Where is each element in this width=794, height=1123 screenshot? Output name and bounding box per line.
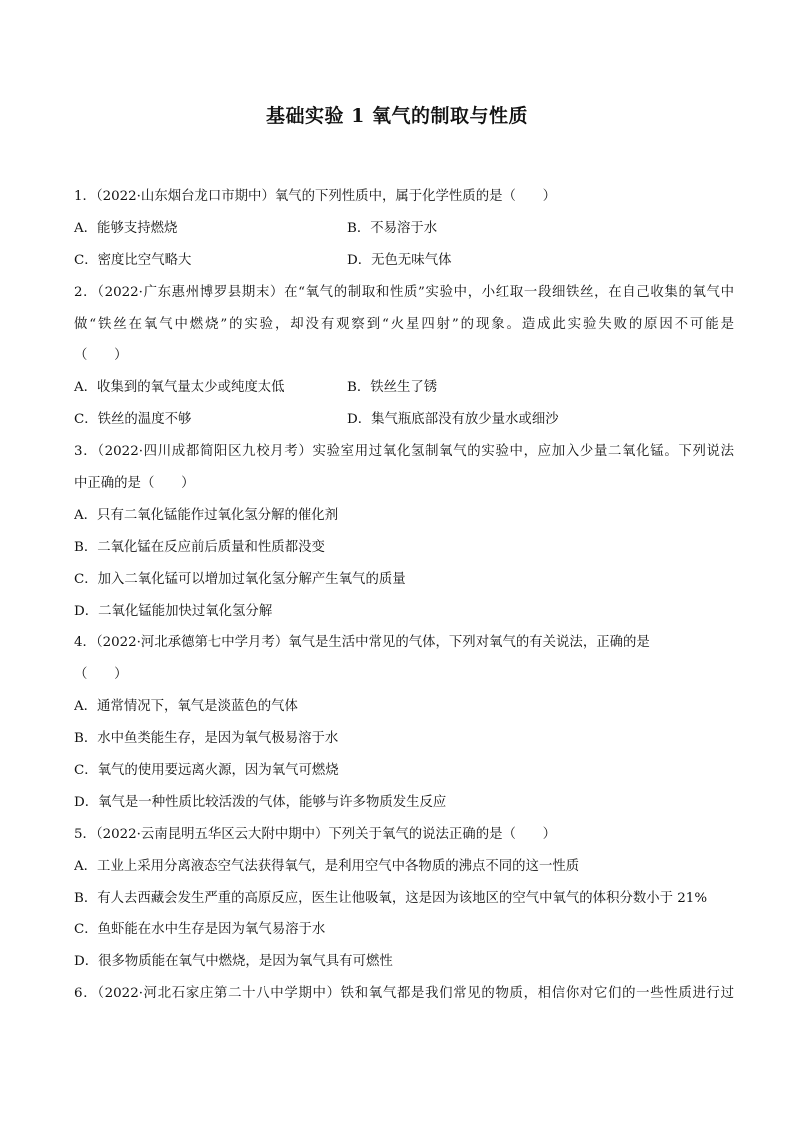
question-2-option-b: B．铁丝生了锈 [347,380,438,396]
question-1-option-b: B．不易溶于水 [347,220,438,236]
question-5-stem: 5．（2022·云南昆明五华区云大附中期中）下列关于氧气的说法正确的是（ ） [74,826,557,842]
question-3-option-d: D．二氧化锰能加快过氧化氢分解 [74,603,273,619]
question-5-option-c: C．鱼虾能在水中生存是因为氧气易溶于水 [74,922,326,938]
question-list [74,181,734,1010]
question-3-option-c: C．加入二氧化锰可以增加过氧化氢分解产生氧气的质量 [74,571,406,587]
question-4-option-c: C．氧气的使用要远离火源，因为氧气可燃烧 [74,763,339,779]
question-2-stem-line: 2．（2022·广东惠州博罗县期末）在“氧气的制取和性质”实验中，小红取一段细铁丝，在自己收集的氧气中 [74,284,734,300]
question-1-options-row [74,213,734,245]
question-3-option-b: B．二氧化锰在反应前后质量和性质都没变 [74,539,325,555]
question-1-option-c: C．密度比空气略大 [74,252,192,268]
question-3-stem-line: 中正确的是（ ） [74,476,195,492]
question-1-options-row [74,245,734,277]
question-4-option-b: B．水中鱼类能生存，是因为氧气极易溶于水 [74,731,339,747]
page-title: 基础实验 1 氧气的制取与性质 [266,105,528,127]
question-1-option-a: A．能够支持燃烧 [74,220,178,236]
question-2-option-c: C．铁丝的温度不够 [74,412,192,428]
question-2-stem-line: （ ） [74,348,128,364]
question-2-options-row [74,404,734,436]
question-6-stem-line: 6．（2022·河北石家庄第二十八中学期中）铁和氧气都是我们常见的物质，相信你对它们的一些性质进行过 [74,986,734,1002]
question-1-stem: 1．（2022·山东烟台龙口市期中）氧气的下列性质中，属于化学性质的是（ ） [74,189,557,204]
question-4-option-d: D．氧气是一种性质比较活泼的气体，能够与许多物质发生反应 [74,794,447,810]
question-3-option-a: A．只有二氧化锰能作过氧化氢分解的催化剂 [74,507,339,523]
question-4-stem-line: （ ） [74,667,128,683]
question-5-option-a: A．工业上采用分离液态空气法获得氧气，是利用空气中各物质的沸点不同的这一性质 [74,858,580,874]
question-2-options-row [74,372,734,404]
question-4-stem-line: 4．（2022·河北承德第七中学月考）氧气是生活中常见的气体，下列对氧气的有关说法，正确的是 [74,635,650,651]
question-5-option-b: B．有人去西藏会发生严重的高原反应，医生让他吸氧，这是因为该地区的空气中氧气的体积分数小于 21% [74,890,708,906]
question-3-stem-line: 3．（2022·四川成都简阳区九校月考）实验室用过氧化氢制氧气的实验中，应加入少量二氧化锰。下列说法 [74,444,734,460]
question-5-option-d: D．很多物质能在氧气中燃烧，是因为氧气具有可燃性 [74,954,393,970]
question-2-stem-line: 做“铁丝在氧气中燃烧”的实验，却没有观察到“火星四射”的现象。造成此实验失败的原因不可能是 [74,316,734,332]
question-2-option-d: D．集气瓶底部没有放少量水或细沙 [347,412,559,428]
question-2-option-a: A．收集到的氧气量太少或纯度太低 [74,380,285,396]
question-1-option-d: D．无色无味气体 [347,252,452,268]
question-4-option-a: A．通常情况下，氧气是淡蓝色的气体 [74,699,298,715]
